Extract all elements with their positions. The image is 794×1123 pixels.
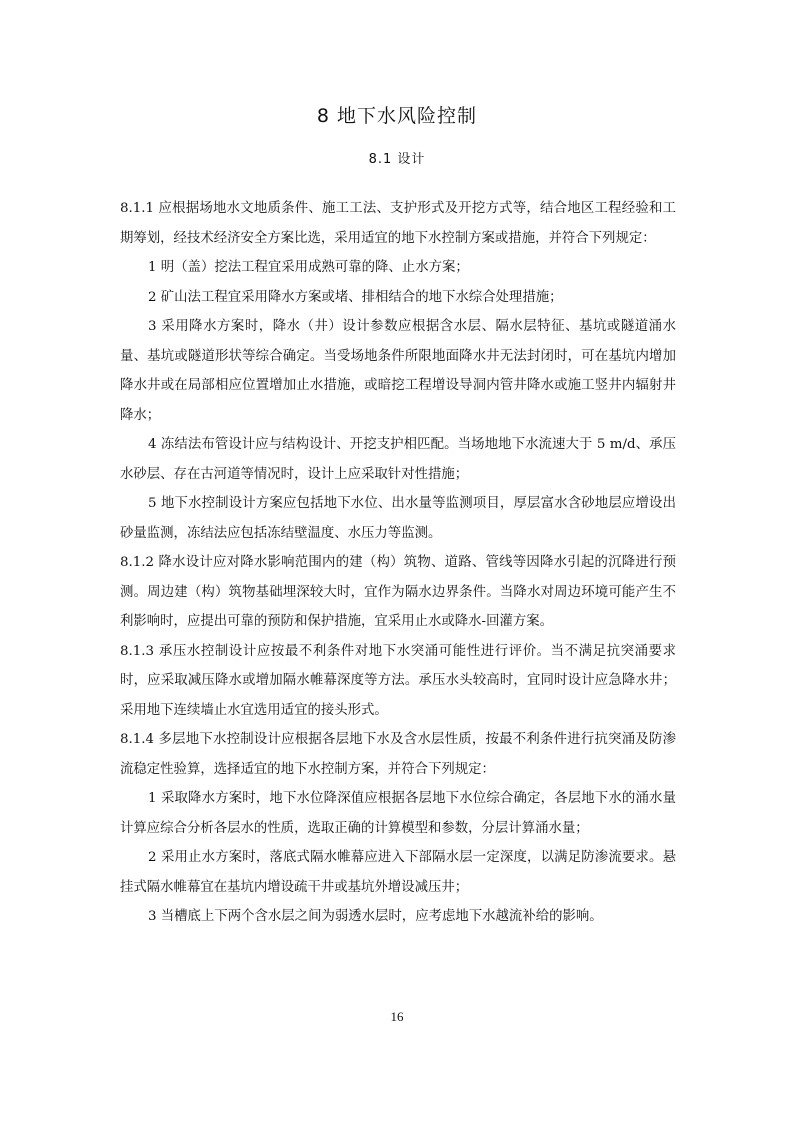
page-number: 16 xyxy=(390,1009,404,1024)
clause-8-1-2: 8.1.2 降水设计应对降水影响范围内的建（构）筑物、道路、管线等因降水引起的沉降进行预测。周边建（构）筑物基础埋深较大时，宜作为隔水边界条件。当降水对周边环境可能产生不利影响时，应提出可靠的预防和保护措施，宜采用止水或降水-回灌方案。 xyxy=(120,555,676,629)
clause-item: 1 明（盖）挖法工程宜采用成熟可靠的降、止水方案； xyxy=(148,260,469,275)
clause-item: 2 矿山法工程宜采用降水方案或堵、排相结合的地下水综合处理措施； xyxy=(148,289,563,305)
section-title: 8.1 设计 xyxy=(368,152,426,167)
clause-8-1-1: 8.1.1 应根据场地水文地质条件、施工工法、支护形式及开挖方式等，结合地区工程经验和工期筹划，经技术经济安全方案比选，采用适宜的地下水控制方案或措施，并符合下列规定： xyxy=(120,201,676,246)
document-body xyxy=(120,194,676,932)
clause-8-1-3: 8.1.3 承压水控制设计应按最不利条件对地下水突涌可能性进行评价。当不满足抗突涌要求时，应采取减压降水或增加隔水帷幕深度等方法。承压水头较高时，宜同时设计应急降水井；采用地下连续墙止水宜选用适宜的接头形式。 xyxy=(120,643,676,718)
clause-item: 1 采取降水方案时，地下水位降深值应根据各层地下水位综合确定，各层地下水的涌水量计算应综合分析各层水的性质，选取正确的计算模型和参数，分层计算涌水量； xyxy=(120,791,676,836)
clause-item: 4 冻结法布管设计应与结构设计、开挖支护相匹配。当场地地下水流速大于 5 m/d、承压水砂层、存在古河道等情况时，设计上应采取针对性措施； xyxy=(120,437,676,482)
chapter-title: 8 地下水风险控制 xyxy=(316,105,478,127)
clause-item: 2 采用止水方案时，落底式隔水帷幕应进入下部隔水层一定深度，以满足防渗流要求。悬挂式隔水帷幕宜在基坑内增设疏干井或基坑外增设减压井； xyxy=(120,850,676,895)
clause-item: 5 地下水控制设计方案应包括地下水位、出水量等监测项目，厚层富水含砂地层应增设出砂量监测，冻结法应包括冻结壁温度、水压力等监测。 xyxy=(120,496,676,541)
clause-8-1-4: 8.1.4 多层地下水控制设计应根据各层地下水及含水层性质，按最不利条件进行抗突涌及防渗流稳定性验算，选择适宜的地下水控制方案，并符合下列规定： xyxy=(120,732,676,777)
clause-item: 3 采用降水方案时，降水（井）设计参数应根据含水层、隔水层特征、基坑或隧道涌水量、基坑或隧道形状等综合确定。当受场地条件所限地面降水井无法封闭时，可在基坑内增加降水井或在局部相应位置增加止水措施，或暗挖工程增设导洞内管井降水或施工竖井内辐射井降水； xyxy=(120,319,676,423)
clause-item: 3 当槽底上下两个含水层之间为弱透水层时，应考虑地下水越流补给的影响。 xyxy=(148,909,603,924)
